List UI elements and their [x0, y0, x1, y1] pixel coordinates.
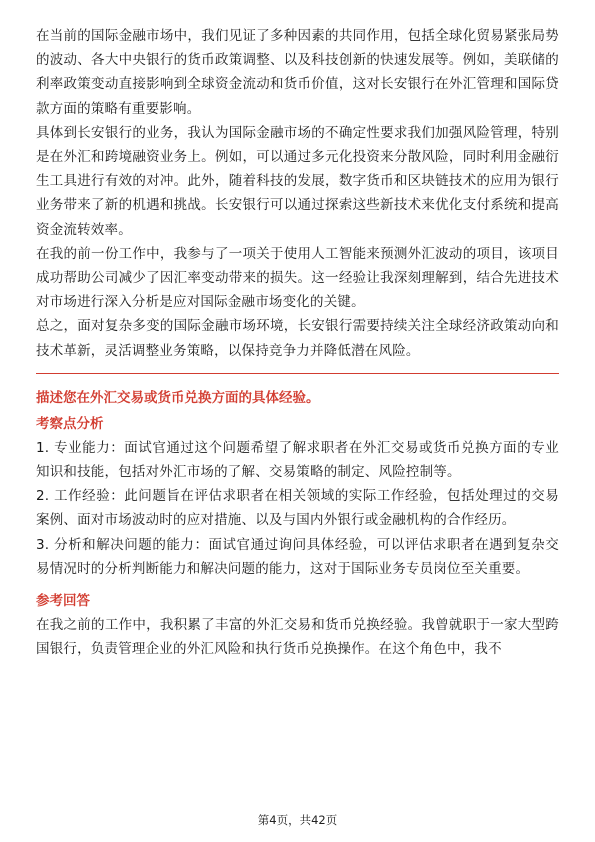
analysis-point-2: 2. 工作经验：此问题旨在评估求职者在相关领域的实际工作经验，包括处理过的交易案例、面对市场波动时的应对措施、以及与国内外银行或金融机构的合作经历。 — [36, 488, 559, 529]
analysis-title: 考察点分析 — [36, 415, 104, 432]
intro-paragraph-4: 总之，面对复杂多变的国际金融市场环境，长安银行需要持续关注全球经济政策动向和技术革新，灵活调整业务策略，以保持竞争力并降低潜在风险。 — [36, 318, 559, 359]
question-heading: 描述您在外汇交易或货币兑换方面的具体经验。 — [36, 389, 320, 406]
page-number-footer: 第4页，共42页 — [257, 813, 338, 827]
intro-paragraph-3: 在我的前一份工作中，我参与了一项关于使用人工智能来预测外汇波动的项目，该项目成功帮助公司减少了因汇率变动带来的损失。这一经验让我深刻理解到，结合先进技术对市场进行深入分析是应对国际金融市场变化的关键。 — [36, 245, 559, 311]
answer-title: 参考回答 — [36, 593, 90, 610]
analysis-point-1: 1. 专业能力：面试官通过这个问题希望了解求职者在外汇交易或货币兑换方面的专业知识和技能，包括对外汇市场的了解、交易策略的制定、风险控制等。 — [36, 439, 559, 481]
intro-paragraph-1: 在当前的国际金融市场中，我们见证了多种因素的共同作用，包括全球化贸易紧张局势的波动、各大中央银行的货币政策调整、以及科技创新的快速发展等。例如，美联储的利率政策变动直接影响到全球资金流动和货币价值，这对长安银行在外汇管理和国际贷款方面的策略有重要影响。 — [36, 28, 559, 117]
answer-paragraph: 在我之前的工作中，我积累了丰富的外汇交易和货币兑换经验。我曾就职于一家大型跨国银行，负责管理企业的外汇风险和执行货币兑换操作。在这个角色中，我不 — [36, 617, 559, 658]
section-divider — [36, 373, 559, 374]
analysis-point-3: 3. 分析和解决问题的能力：面试官通过询问具体经验，可以评估求职者在遇到复杂交易情况时的分析判断能力和解决问题的能力，这对于国际业务专员岗位至关重要。 — [36, 536, 559, 577]
document-page — [36, 24, 559, 661]
intro-paragraph-2: 具体到长安银行的业务，我认为国际金融市场的不确定性要求我们加强风险管理，特别是在外汇和跨境融资业务上。例如，可以通过多元化投资来分散风险，同时利用金融衍生工具进行有效的对冲。此外，随着科技的发展，数字货币和区块链技术的应用为银行业务带来了新的机遇和挑战。长安银行可以通过探索这些新技术来优化支付系统和提高资金流转效率。 — [36, 124, 559, 238]
